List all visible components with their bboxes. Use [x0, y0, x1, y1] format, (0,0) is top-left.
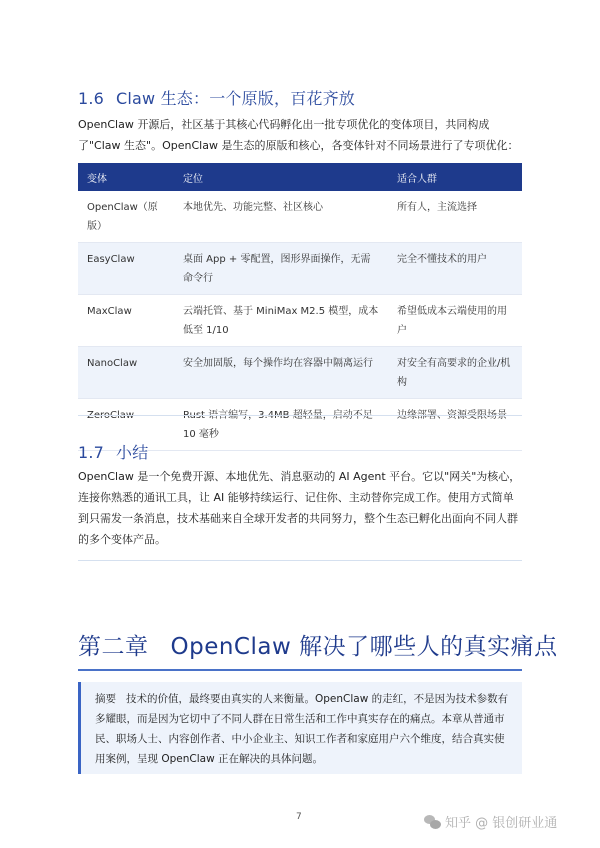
column-header-positioning: 定位 — [174, 163, 388, 191]
cell-audience — [388, 399, 522, 451]
chapter-heading — [78, 628, 558, 661]
watermark — [424, 812, 557, 831]
cell-positioning: 云端托管、基于 MiniMax M2.5 模型，成本低至 1/10 — [174, 295, 388, 347]
column-header-variant: 变体 — [78, 163, 174, 191]
wechat-icon — [424, 815, 442, 829]
section-1-6-paragraph: OpenClaw 开源后，社区基于其核心代码孵化出一批专项优化的变体项目，共同构成了"Claw 生态"。OpenClaw 是生态的原版和核心，各变体针对不同场景进行了专项优化： — [78, 118, 519, 152]
table-row — [78, 295, 522, 347]
section-heading-1-6 — [78, 86, 355, 109]
watermark-text: 知乎 @ 银创研业通 — [445, 816, 558, 831]
cell-positioning: 桌面 App + 零配置，图形界面操作，无需命令行 — [174, 243, 388, 295]
section-1-7-paragraph: OpenClaw 是一个免费开源、本地优先、消息驱动的 AI Agent 平台。它以"网关"为核心，连接你熟悉的通讯工具，让 AI 能够持续运行、记住你、主动替你完成工作。使用方式简单到只需发一条消息，技术基础来自全球开发者的共同努力，整个生态已孵化出面向不同人群的多个变体产品。 — [78, 470, 521, 546]
section-divider — [78, 415, 522, 416]
cell-positioning: 10 毫秒 — [174, 399, 388, 451]
section-heading-1-7 — [78, 440, 148, 463]
chapter-abstract — [78, 682, 522, 774]
table-header-row — [78, 163, 522, 191]
cell-variant: NanoClaw — [78, 347, 174, 399]
section-number: 1.6 — [78, 89, 105, 108]
cell-audience: 完全不懂技术的用户 — [388, 243, 522, 295]
cell-variant: OpenClaw（原版） — [78, 191, 174, 243]
page-number: 7 — [296, 812, 302, 822]
chapter-title: OpenClaw 解决了哪些人的真实痛点 — [170, 634, 558, 660]
cell-variant: EasyClaw — [78, 243, 174, 295]
cell-variant: MaxClaw — [78, 295, 174, 347]
table-row — [78, 347, 522, 399]
cell-audience: 所有人，主流选择 — [388, 191, 522, 243]
cell-audience: 对安全有高要求的企业/机构 — [388, 347, 522, 399]
cell-positioning: 安全加固版，每个操作均在容器中隔离运行 — [174, 347, 388, 399]
cell-audience: 希望低成本云端使用的用户 — [388, 295, 522, 347]
chapter-number: 第二章 — [78, 634, 149, 660]
abstract-text: 技术的价值，最终要由真实的人来衡量。OpenClaw 的走红，不是因为技术参数有多耀眼，而是因为它切中了不同人群在日常生活和工作中真实存在的痛点。本章从普通市民、职场人士、内容创作者、中小企业主、知识工作者和家庭用户六个维度，结合真实使用案例，呈现 OpenClaw 正在解决的具体问题。 — [95, 693, 509, 765]
abstract-label: 摘要 — [95, 693, 116, 705]
cell-positioning: 本地优先、功能完整、社区核心 — [174, 191, 388, 243]
section-title: 小结 — [116, 443, 149, 462]
table-row — [78, 243, 522, 295]
section-number: 1.7 — [78, 443, 105, 462]
section-divider — [78, 560, 522, 561]
chapter-rule — [78, 669, 522, 671]
variants-table — [78, 163, 522, 451]
column-header-audience: 适合人群 — [388, 163, 522, 191]
table-row — [78, 191, 522, 243]
section-title: Claw 生态：一个原版，百花齐放 — [116, 89, 355, 108]
